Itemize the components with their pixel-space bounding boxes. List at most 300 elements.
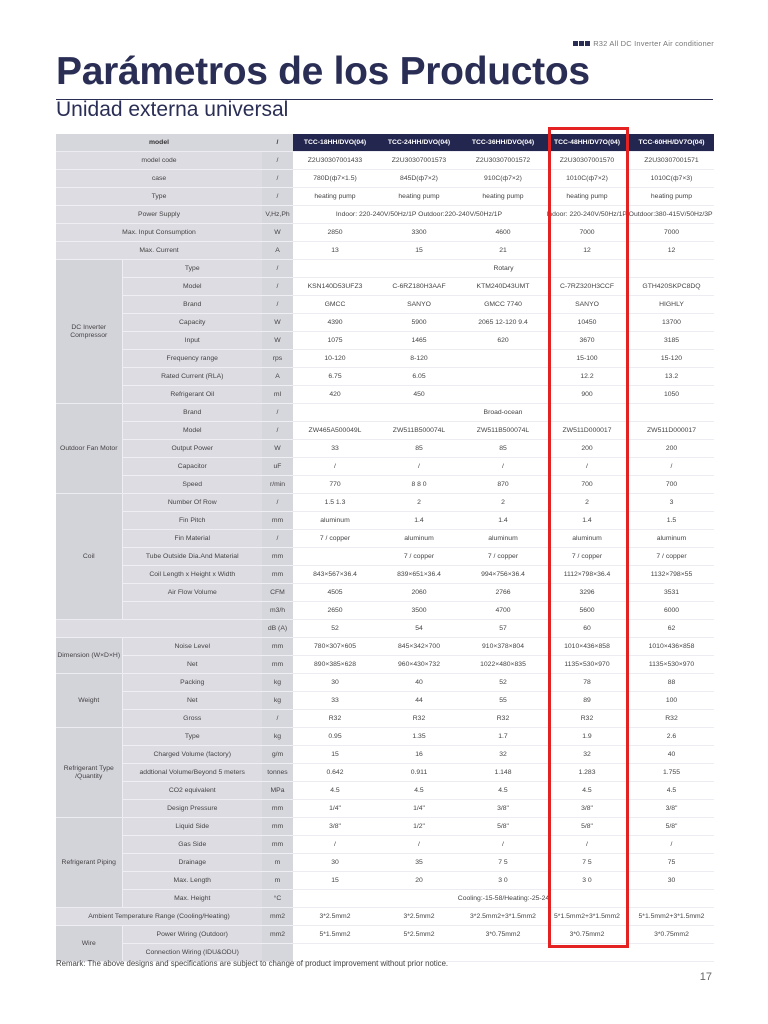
value-cell: R32 — [461, 710, 545, 728]
value-cell: 845D(ф7×2) — [377, 170, 461, 188]
row-label: Liquid Side — [122, 818, 262, 836]
row-label: Max. Current — [56, 242, 262, 260]
row-label: addtional Volume/Beyond 5 meters — [122, 764, 262, 782]
row-label: Frequency range — [122, 350, 262, 368]
row-label: Max. Length — [122, 872, 262, 890]
value-cell: 12 — [545, 242, 629, 260]
value-cell: 1/4" — [377, 800, 461, 818]
value-cell: 0.642 — [293, 764, 377, 782]
table-row — [56, 512, 714, 530]
value-cell: 1.148 — [461, 764, 545, 782]
value-cell: 5*1.5mm2+3*1.5mm2 — [545, 908, 629, 926]
row-label: Net — [122, 656, 262, 674]
value-cell: ZW511D000017 — [545, 422, 629, 440]
value-cell: 10450 — [545, 314, 629, 332]
value-cell: / — [293, 836, 377, 854]
row-label: Power Supply — [56, 206, 262, 224]
value-cell: ZW511D000017 — [629, 422, 714, 440]
row-unit: / — [262, 530, 293, 548]
value-cell: 1.5 — [629, 512, 714, 530]
value-cell: 60 — [545, 620, 629, 638]
value-cell: 2060 — [377, 584, 461, 602]
row-unit: mm — [262, 800, 293, 818]
value-cell: 7 / copper — [461, 548, 545, 566]
value-cell: 7 / copper — [545, 548, 629, 566]
row-unit: / — [262, 710, 293, 728]
row-label: Brand — [122, 296, 262, 314]
header-unit: / — [262, 134, 293, 152]
value-cell: 1112×798×36.4 — [545, 566, 629, 584]
table-row — [56, 152, 714, 170]
value-cell: 2 — [461, 494, 545, 512]
value-cell: 420 — [293, 386, 377, 404]
table-row — [56, 440, 714, 458]
value-cell: 1022×480×835 — [461, 656, 545, 674]
value-cell: 6000 — [629, 602, 714, 620]
value-cell: 910×378×804 — [461, 638, 545, 656]
table-row — [56, 476, 714, 494]
table-row — [56, 818, 714, 836]
value-cell — [293, 548, 377, 566]
value-cell: 88 — [629, 674, 714, 692]
value-cell: ZW511B500074L — [461, 422, 545, 440]
value-cell: / — [461, 458, 545, 476]
row-unit: mm — [262, 638, 293, 656]
value-cell: 40 — [377, 674, 461, 692]
row-unit: / — [262, 278, 293, 296]
value-cell: Cooling:-15-58/Heating:-25-24 — [293, 890, 714, 908]
value-cell: 15 — [377, 242, 461, 260]
row-unit: MPa — [262, 782, 293, 800]
value-cell: C-6RZ180H3AAF — [377, 278, 461, 296]
table-row — [56, 926, 714, 944]
value-cell: 1135×530×970 — [545, 656, 629, 674]
table-row — [56, 242, 714, 260]
table-row — [56, 890, 714, 908]
value-cell: HIGHLY — [629, 296, 714, 314]
column-header: TCC-24HH/DVO(04) — [377, 134, 461, 152]
value-cell: 5/8" — [461, 818, 545, 836]
value-cell: 2 — [545, 494, 629, 512]
value-cell: 32 — [545, 746, 629, 764]
table-row — [56, 638, 714, 656]
row-label: Brand — [122, 404, 262, 422]
table-row — [56, 584, 714, 602]
value-cell: 2 — [377, 494, 461, 512]
table-row — [56, 692, 714, 710]
value-cell: 4.5 — [545, 782, 629, 800]
group-label: Wire — [56, 926, 122, 962]
row-label: Capacity — [122, 314, 262, 332]
column-header: TCC-18HH/DVO(04) — [293, 134, 377, 152]
row-label: Packing — [122, 674, 262, 692]
row-label: Net — [122, 692, 262, 710]
value-cell: 8-120 — [377, 350, 461, 368]
value-cell: Broad-ocean — [461, 404, 545, 422]
row-unit: mm — [262, 818, 293, 836]
value-cell: ZW511B500074L — [377, 422, 461, 440]
value-cell: 1/2" — [377, 818, 461, 836]
row-unit: kg — [262, 692, 293, 710]
value-cell: 15 — [293, 746, 377, 764]
value-cell: 1465 — [377, 332, 461, 350]
column-header: TCC-48HH/DV7O(04) — [545, 134, 629, 152]
value-cell: 6.75 — [293, 368, 377, 386]
value-cell: 13700 — [629, 314, 714, 332]
row-label: Speed — [122, 476, 262, 494]
row-unit: / — [262, 404, 293, 422]
row-label: Refrigerant Oil — [122, 386, 262, 404]
row-unit: m3/h — [262, 602, 293, 620]
row-unit: / — [262, 188, 293, 206]
value-cell: aluminum — [293, 512, 377, 530]
table-row — [56, 386, 714, 404]
value-cell: 1.35 — [377, 728, 461, 746]
value-cell: 900 — [545, 386, 629, 404]
value-cell: Rotary — [293, 260, 714, 278]
value-cell: 12 — [629, 242, 714, 260]
value-cell: 3*0.75mm2 — [461, 926, 545, 944]
row-label: Number Of Row — [122, 494, 262, 512]
value-cell: 1010×436×858 — [545, 638, 629, 656]
value-cell: GTH420SKPC8DQ — [629, 278, 714, 296]
row-label: Design Pressure — [122, 800, 262, 818]
value-cell: / — [377, 836, 461, 854]
value-cell: 4505 — [293, 584, 377, 602]
value-cell: 4390 — [293, 314, 377, 332]
value-cell: 78 — [545, 674, 629, 692]
value-cell: 5/8" — [545, 818, 629, 836]
value-cell: 7000 — [629, 224, 714, 242]
value-cell: 8 8 0 — [377, 476, 461, 494]
table-row — [56, 458, 714, 476]
row-unit: m — [262, 872, 293, 890]
value-cell: 35 — [377, 854, 461, 872]
value-cell: 13.2 — [629, 368, 714, 386]
table-row — [56, 764, 714, 782]
value-cell: 3670 — [545, 332, 629, 350]
value-cell: 1.9 — [545, 728, 629, 746]
value-cell: 1.4 — [545, 512, 629, 530]
value-cell: 4.5 — [293, 782, 377, 800]
value-cell: 700 — [629, 476, 714, 494]
value-cell: 1.5 1.3 — [293, 494, 377, 512]
value-cell: 33 — [293, 692, 377, 710]
table-row — [56, 278, 714, 296]
row-label: Charged Volume (factory) — [122, 746, 262, 764]
row-label: Max. Height — [122, 890, 262, 908]
value-cell: 845×342×700 — [377, 638, 461, 656]
value-cell: R32 — [377, 710, 461, 728]
value-cell: C-7RZ320H3CCF — [545, 278, 629, 296]
value-cell: 5*1.5mm2+3*1.5mm2 — [629, 908, 714, 926]
value-cell: heating pump — [545, 188, 629, 206]
table-row — [56, 260, 714, 278]
row-unit: mm2 — [262, 926, 293, 944]
value-cell — [545, 404, 629, 422]
value-cell: 2850 — [293, 224, 377, 242]
row-label: Power Wiring (Outdoor) — [122, 926, 262, 944]
value-cell: 1.7 — [461, 728, 545, 746]
value-cell — [461, 350, 545, 368]
value-cell: 100 — [629, 692, 714, 710]
value-cell: 2065 12-120 9.4 — [461, 314, 545, 332]
value-cell: 44 — [377, 692, 461, 710]
page-number: 17 — [699, 971, 712, 983]
value-cell: Z2U30307001433 — [293, 152, 377, 170]
row-label: Type — [122, 260, 262, 278]
value-cell — [293, 404, 377, 422]
page-title: Parámetros de los Productos — [56, 50, 590, 93]
value-cell: heating pump — [377, 188, 461, 206]
row-label: Gross — [122, 710, 262, 728]
table-row — [56, 656, 714, 674]
value-cell: 10-120 — [293, 350, 377, 368]
table-row — [56, 746, 714, 764]
value-cell: 4.5 — [377, 782, 461, 800]
table-row — [56, 188, 714, 206]
value-cell: 994×756×36.4 — [461, 566, 545, 584]
value-cell: 7 5 — [545, 854, 629, 872]
row-unit: A — [262, 368, 293, 386]
row-label: Tube Outside Dia.And Material — [122, 548, 262, 566]
group-label: Outdoor Fan Motor — [56, 404, 122, 494]
row-unit: / — [262, 170, 293, 188]
table-row — [56, 782, 714, 800]
value-cell: 85 — [461, 440, 545, 458]
value-cell: 2766 — [461, 584, 545, 602]
value-cell: 54 — [377, 620, 461, 638]
value-cell: 7 / copper — [629, 548, 714, 566]
row-unit: CFM — [262, 584, 293, 602]
value-cell: 3/8" — [545, 800, 629, 818]
value-cell — [629, 404, 714, 422]
group-label: Coil — [56, 494, 122, 620]
value-cell: 75 — [629, 854, 714, 872]
value-cell: 1010C(ф7×3) — [629, 170, 714, 188]
row-label: Drainage — [122, 854, 262, 872]
row-unit: dB (A) — [262, 620, 293, 638]
table-row — [56, 314, 714, 332]
row-unit: A — [262, 242, 293, 260]
spec-table — [56, 134, 714, 962]
column-header: TCC-60HH/DV7O(04) — [629, 134, 714, 152]
value-cell: 843×567×36.4 — [293, 566, 377, 584]
value-cell: heating pump — [629, 188, 714, 206]
value-cell: 7000 — [545, 224, 629, 242]
value-cell: 62 — [629, 620, 714, 638]
value-cell: 3*0.75mm2 — [629, 926, 714, 944]
row-label: Type — [56, 188, 262, 206]
value-cell: 1135×530×970 — [629, 656, 714, 674]
value-cell: 770 — [293, 476, 377, 494]
value-cell: aluminum — [377, 530, 461, 548]
header-model-label: model — [56, 134, 262, 152]
value-cell: aluminum — [629, 530, 714, 548]
value-cell: 3*2.5mm2 — [293, 908, 377, 926]
value-cell: 3/8" — [293, 818, 377, 836]
row-unit: r/min — [262, 476, 293, 494]
row-label: Connection Wiring (IDU&ODU) — [122, 944, 262, 962]
value-cell: 839×651×36.4 — [377, 566, 461, 584]
value-cell: 13 — [293, 242, 377, 260]
row-unit: V,Hz,Ph — [262, 206, 293, 224]
row-unit: W — [262, 314, 293, 332]
table-row — [56, 800, 714, 818]
page-subtitle: Unidad externa universal — [56, 98, 289, 121]
value-cell: 30 — [293, 674, 377, 692]
value-cell: Indoor: 220-240V/50Hz/1P Outdoor:220-240V/50Hz/1P — [293, 206, 545, 224]
value-cell: 3 0 — [545, 872, 629, 890]
table-row — [56, 422, 714, 440]
value-cell — [461, 368, 545, 386]
row-label — [122, 602, 262, 620]
value-cell: 450 — [377, 386, 461, 404]
value-cell: 1.755 — [629, 764, 714, 782]
table-row — [56, 368, 714, 386]
remark: Remark: The above designs and specifications are subject to change of product improvement without prior notice. — [56, 959, 449, 968]
value-cell: / — [293, 458, 377, 476]
value-cell: 1010C(ф7×2) — [545, 170, 629, 188]
value-cell: 910C(ф7×2) — [461, 170, 545, 188]
value-cell: 3/8" — [461, 800, 545, 818]
row-unit: / — [262, 422, 293, 440]
table-row — [56, 674, 714, 692]
value-cell: 85 — [377, 440, 461, 458]
row-unit: mm — [262, 566, 293, 584]
value-cell: 30 — [293, 854, 377, 872]
row-unit: / — [262, 494, 293, 512]
value-cell: 3/8" — [629, 800, 714, 818]
row-unit: / — [262, 296, 293, 314]
value-cell: 57 — [461, 620, 545, 638]
value-cell: 5*1.5mm2 — [293, 926, 377, 944]
value-cell: 4.5 — [461, 782, 545, 800]
row-label: Input — [122, 332, 262, 350]
table-row — [56, 494, 714, 512]
row-label: Noise Level — [122, 638, 262, 656]
value-cell: R32 — [293, 710, 377, 728]
value-cell: GMCC 7740 — [461, 296, 545, 314]
row-unit: mm2 — [262, 908, 293, 926]
row-unit: kg — [262, 728, 293, 746]
row-unit: uF — [262, 458, 293, 476]
value-cell: 890×385×628 — [293, 656, 377, 674]
row-unit: W — [262, 332, 293, 350]
row-unit: m — [262, 854, 293, 872]
value-cell: / — [629, 458, 714, 476]
table-row — [56, 404, 714, 422]
value-cell: 3500 — [377, 602, 461, 620]
row-unit: ml — [262, 386, 293, 404]
value-cell: 5*2.5mm2 — [377, 926, 461, 944]
value-cell: Z2U30307001570 — [545, 152, 629, 170]
value-cell: 200 — [545, 440, 629, 458]
value-cell: 1/4" — [293, 800, 377, 818]
value-cell: SANYO — [545, 296, 629, 314]
row-label: Fin Material — [122, 530, 262, 548]
value-cell: KSN140D53UFZ3 — [293, 278, 377, 296]
value-cell: 21 — [461, 242, 545, 260]
table-row — [56, 296, 714, 314]
table-row — [56, 854, 714, 872]
row-unit: mm — [262, 656, 293, 674]
value-cell: 5/8" — [629, 818, 714, 836]
value-cell: 5600 — [545, 602, 629, 620]
value-cell: 15-120 — [629, 350, 714, 368]
value-cell: Z2U30307001572 — [461, 152, 545, 170]
value-cell: 20 — [377, 872, 461, 890]
value-cell: 3 — [629, 494, 714, 512]
row-label: case — [56, 170, 262, 188]
value-cell: 3296 — [545, 584, 629, 602]
value-cell: 3185 — [629, 332, 714, 350]
table-row — [56, 728, 714, 746]
row-unit: °C — [262, 890, 293, 908]
value-cell: 200 — [629, 440, 714, 458]
value-cell: 52 — [461, 674, 545, 692]
value-cell: 15 — [293, 872, 377, 890]
value-cell: 12.2 — [545, 368, 629, 386]
table-row — [56, 332, 714, 350]
table-row — [56, 836, 714, 854]
table-row — [56, 908, 714, 926]
row-unit: tonnes — [262, 764, 293, 782]
row-label: Model — [122, 278, 262, 296]
column-header: TCC-36HH/DVO(04) — [461, 134, 545, 152]
value-cell: R32 — [545, 710, 629, 728]
value-cell: 4.5 — [629, 782, 714, 800]
value-cell: 780×307×605 — [293, 638, 377, 656]
value-cell: aluminum — [461, 530, 545, 548]
table-row — [56, 350, 714, 368]
value-cell: 33 — [293, 440, 377, 458]
row-label: Model — [122, 422, 262, 440]
value-cell: SANYO — [377, 296, 461, 314]
value-cell: 55 — [461, 692, 545, 710]
row-unit: W — [262, 224, 293, 242]
value-cell: / — [461, 836, 545, 854]
value-cell: / — [545, 836, 629, 854]
value-cell: / — [629, 836, 714, 854]
row-unit: W — [262, 440, 293, 458]
value-cell: / — [377, 458, 461, 476]
value-cell — [377, 404, 461, 422]
value-cell: 3*2.5mm2 — [377, 908, 461, 926]
value-cell: 32 — [461, 746, 545, 764]
brand-header: R32 All DC Inverter Air conditioner — [573, 38, 714, 48]
row-unit: mm — [262, 836, 293, 854]
table-row — [56, 602, 714, 620]
value-cell: 620 — [461, 332, 545, 350]
table-row — [56, 872, 714, 890]
value-cell: 1132×798×55 — [629, 566, 714, 584]
value-cell: 7 / copper — [293, 530, 377, 548]
group-label: Refrigerant Type /Quantity — [56, 728, 122, 818]
row-label: Ambient Temperature Range (Cooling/Heating) — [56, 908, 262, 926]
value-cell: 1050 — [629, 386, 714, 404]
value-cell: Z2U30307001571 — [629, 152, 714, 170]
value-cell: 7 / copper — [377, 548, 461, 566]
row-label: Capacitor — [122, 458, 262, 476]
table-row — [56, 530, 714, 548]
value-cell: Z2U30307001573 — [377, 152, 461, 170]
value-cell: R32 — [629, 710, 714, 728]
value-cell — [461, 386, 545, 404]
value-cell: 1075 — [293, 332, 377, 350]
table-row — [56, 566, 714, 584]
value-cell: 3 0 — [461, 872, 545, 890]
